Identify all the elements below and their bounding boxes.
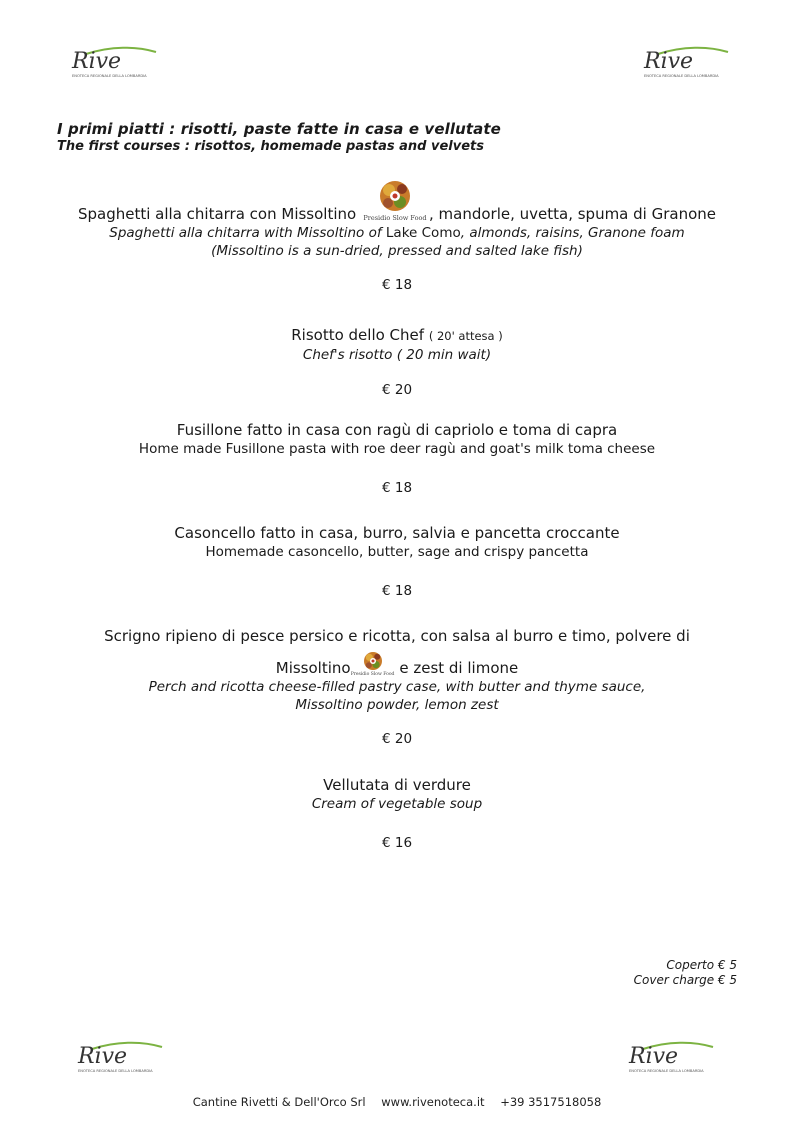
dish-item: [40, 420, 754, 497]
rive-logo-graphic: [66, 40, 166, 80]
badge-caption: Presidio Slow Food: [350, 672, 395, 677]
dish-description: Cream of vegetable soup: [311, 796, 483, 812]
dish-price: € 20: [381, 731, 413, 747]
dish-name-part: , mandorle, uvetta, spuma di Granone: [428, 205, 717, 223]
dish-item: [40, 775, 754, 852]
website-link[interactable]: www.rivenoteca.it: [381, 1095, 485, 1109]
dish-name-part: Missoltino: [275, 659, 351, 677]
slow-food-snail-icon: [375, 178, 415, 214]
dish-description: Chef's risotto ( 20 min wait): [302, 347, 492, 363]
heading-italian: I primi piatti : risotti, paste fatte in casa e vellutate: [57, 120, 501, 138]
cover-charge-it: Coperto € 5: [666, 958, 737, 972]
badge-caption: Presidio Slow Food: [363, 214, 427, 222]
slow-food-badge: [361, 178, 429, 224]
dish-note: (Missoltino is a sun-dried, pressed and salted lake fish): [211, 243, 583, 259]
rive-logo-graphic: [623, 1035, 723, 1075]
cover-charge: [634, 958, 737, 988]
logo-subtitle: ENOTECA REGIONALE DELLA LOMBARDIA: [72, 74, 147, 78]
dish-name: [40, 325, 754, 346]
dish-item: [40, 325, 754, 399]
logo-wordmark: Rive: [629, 1044, 679, 1069]
rive-logo-graphic: [638, 40, 738, 80]
footer: [0, 1095, 794, 1109]
logo-subtitle: ENOTECA REGIONALE DELLA LOMBARDIA: [78, 1069, 153, 1073]
dish-price: € 18: [381, 583, 413, 599]
rive-logo: [623, 1035, 723, 1075]
dish-name: Vellutata di verdure: [323, 776, 471, 794]
dish-name: Scrigno ripieno di pesce persico e ricotta, con salsa al burro e timo, polvere di: [104, 627, 690, 645]
dish-item: [40, 178, 754, 294]
logo-wordmark: Rive: [78, 1044, 128, 1069]
dish-description: Homemade casoncello, butter, sage and crispy pancetta: [205, 544, 589, 560]
dish-name: [40, 178, 754, 224]
dish-desc-part: , almonds, raisins, Granone foam: [460, 225, 685, 241]
logo-subtitle: ENOTECA REGIONALE DELLA LOMBARDIA: [629, 1069, 704, 1073]
rive-logo-graphic: [72, 1035, 172, 1075]
company-name: Cantine Rivetti & Dell'Orco Srl: [192, 1095, 366, 1109]
dish-wait-time: ( 20' attesa ): [428, 329, 503, 343]
slow-food-snail-icon: [361, 650, 385, 672]
dish-name-part: e zest di limone: [394, 659, 519, 677]
rive-logo: [72, 1035, 172, 1075]
dish-desc-part: Spaghetti alla chitarra with Missoltino of: [109, 225, 382, 241]
rive-logo: [66, 40, 166, 80]
logo-wordmark: Rive: [72, 49, 122, 74]
dish-desc-part: Lake Como: [385, 225, 461, 241]
rive-logo: [638, 40, 738, 80]
dish-description: [40, 224, 754, 242]
dish-item: [40, 626, 754, 748]
dish-name-part: Spaghetti alla chitarra con Missoltino: [77, 205, 357, 223]
logo-wordmark: Rive: [644, 49, 694, 74]
slow-food-badge: [351, 650, 395, 678]
dish-price: € 16: [381, 835, 413, 851]
dish-item: [40, 523, 754, 600]
cover-charge-en: Cover charge € 5: [633, 973, 737, 987]
dish-price: € 20: [381, 382, 413, 398]
dish-name: Fusillone fatto in casa con ragù di capriolo e toma di capra: [176, 421, 618, 439]
section-heading: [57, 120, 501, 154]
dish-name-part: Risotto dello Chef: [291, 326, 425, 344]
dish-name: Casoncello fatto in casa, burro, salvia e pancetta croccante: [174, 524, 620, 542]
dish-description: Home made Fusillone pasta with roe deer ragù and goat's milk toma cheese: [138, 441, 656, 457]
dish-price: € 18: [381, 480, 413, 496]
dish-name-line-2: [40, 650, 754, 678]
phone-number[interactable]: +39 3517518058: [500, 1095, 602, 1109]
logo-subtitle: ENOTECA REGIONALE DELLA LOMBARDIA: [644, 74, 719, 78]
dish-description: Perch and ricotta cheese-filled pastry case, with butter and thyme sauce, Missoltino powder, lemon zest: [148, 679, 646, 713]
heading-english: The first courses : risottos, homemade pastas and velvets: [57, 139, 484, 154]
dish-price: € 18: [381, 277, 413, 293]
